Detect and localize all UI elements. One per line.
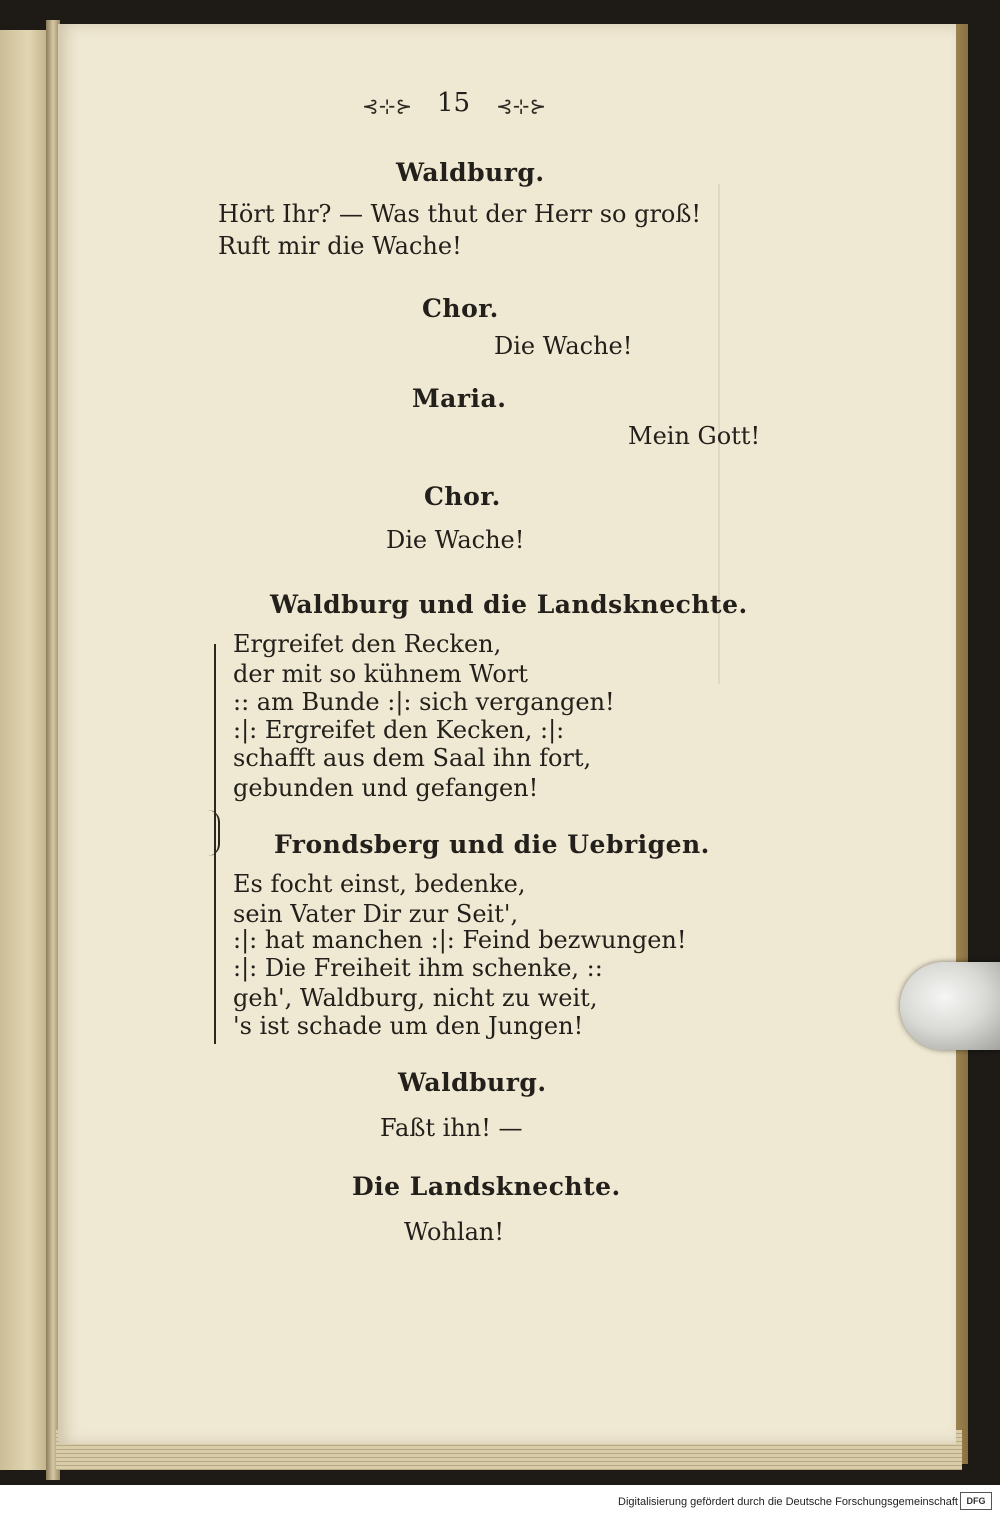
verse-line: :|: Die Freiheit ihm schenke, :: <box>233 954 603 982</box>
verse-line: :|: Ergreifet den Kecken, :|: <box>233 716 565 744</box>
verse-line: :: am Bunde :|: sich vergangen! <box>233 688 615 716</box>
verse-line: Die Wache! <box>386 526 525 554</box>
verse-brace-point <box>208 810 220 856</box>
verse-line: gebunden und gefangen! <box>233 774 539 802</box>
footer-bar <box>0 1485 1000 1515</box>
verse-line: Mein Gott! <box>628 422 761 450</box>
speaker-heading: Chor. <box>422 294 499 323</box>
verse-line: sein Vater Dir zur Seit', <box>233 900 519 928</box>
scanner-thumb-tab <box>900 962 1000 1050</box>
page-number: 15 <box>437 88 471 118</box>
speaker-heading: Maria. <box>412 384 507 413</box>
verse-line: Die Wache! <box>494 332 633 360</box>
verse-line: Ergreifet den Recken, <box>233 630 502 658</box>
verse-line: Es focht einst, bedenke, <box>233 870 526 898</box>
ornament-left: ⊰⊹⊱ <box>362 94 413 118</box>
speaker-heading: Frondsberg und die Uebrigen. <box>274 830 710 859</box>
verse-line: der mit so kühnem Wort <box>233 660 528 688</box>
ornament-right: ⊰⊹⊱ <box>496 94 547 118</box>
speaker-heading: Chor. <box>424 482 501 511</box>
footer-credit: Digitalisierung gefördert durch die Deutsche Forschungsgemeinschaft <box>618 1496 958 1508</box>
verse-line: 's ist schade um den Jungen! <box>233 1012 584 1040</box>
verse-line: schafft aus dem Saal ihn fort, <box>233 744 592 772</box>
speaker-heading: Die Landsknechte. <box>352 1172 621 1201</box>
speaker-heading: Waldburg. <box>396 158 545 187</box>
verse-line: Ruft mir die Wache! <box>218 232 462 260</box>
verse-line: :|: hat manchen :|: Feind bezwungen! <box>233 926 687 954</box>
speaker-heading: Waldburg. <box>398 1068 547 1097</box>
speaker-heading: Waldburg und die Landsknechte. <box>270 590 748 619</box>
verse-line: geh', Waldburg, nicht zu weit, <box>233 984 598 1012</box>
verse-line: Hört Ihr? — Was thut der Herr so groß! <box>218 200 702 228</box>
left-page-edge <box>0 30 52 1470</box>
dfg-logo-icon: DFG <box>960 1492 992 1510</box>
verse-line: Wohlan! <box>404 1218 505 1246</box>
verse-line: Faßt ihn! — <box>380 1114 523 1142</box>
